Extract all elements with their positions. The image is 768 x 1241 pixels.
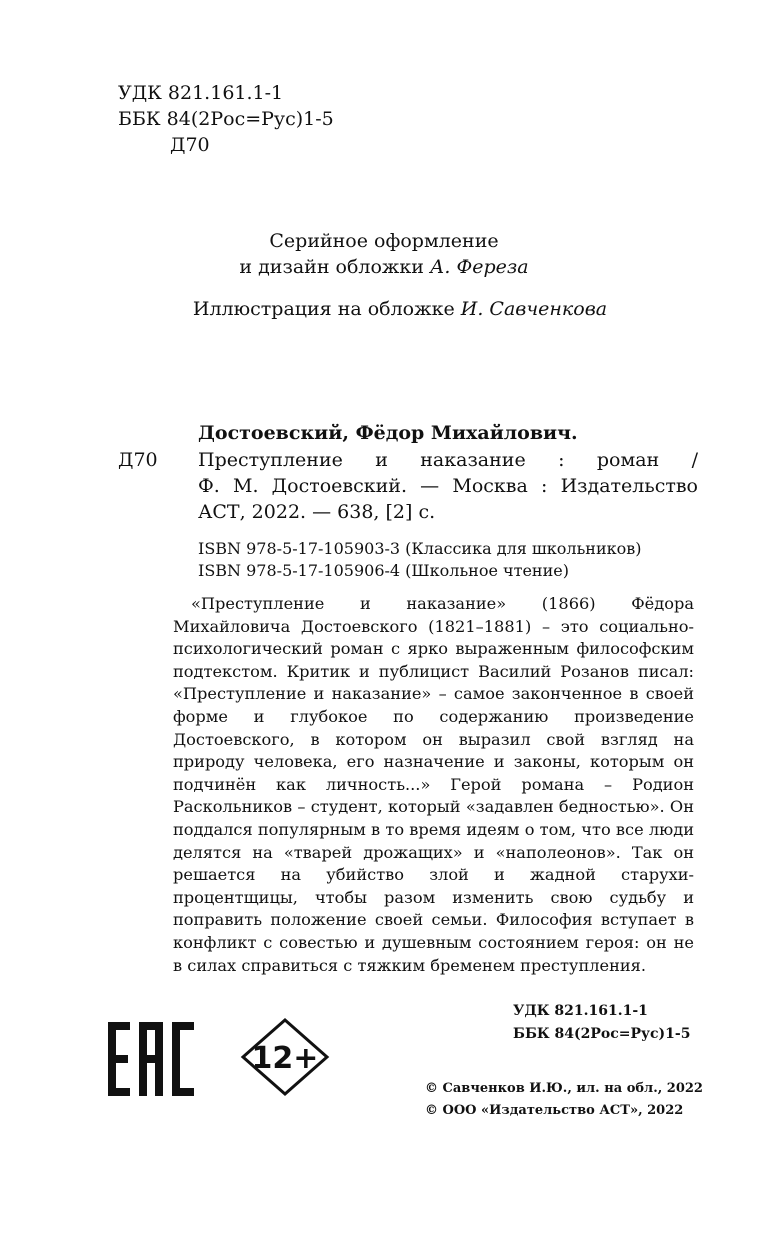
age-rating-badge [240,1017,330,1097]
title-line: Преступление и наказание : роман / [198,449,698,471]
bibliographic-entry [118,420,698,525]
annotation [173,593,694,977]
bibliographic-row [118,447,698,525]
copyright-line: © Савченков И.Ю., ил. на обл., 2022 [425,1081,703,1096]
bbk-code: ББК 84(2Рос=Рус)1-5 [118,108,334,130]
title-line: АСТ, 2022. — 638, [2] с. [198,501,436,523]
author-code: Д70 [170,134,210,156]
designer-name: А. Фереза [429,256,529,278]
top-classification [118,82,334,160]
isbn-line: ISBN 978-5-17-105906-4 (Школьное чтение) [198,561,569,580]
series-credit [0,228,768,280]
author-heading: Достоевский, Фёдор Михайлович. [198,422,578,444]
annotation-text: «Преступление и наказание» (1866) Фёдора Михайловича Достоевского (1821–1881) – это социально-психологический роман с ярко выраженным философским подтекстом. Критик и публицист Василий Розанов писал: «Преступление и наказание» – самое законченное в своей форме и глубокое по содержанию произведение Достоевского, в котором он выразил свой взгляд на природу человека, его назначение и законы, которым он подчинён как личность...» Герой романа – Родион Раскольников – студент, который «задавлен бедностью». Он поддался популярным в то время идеям о том, что все люди делятся на «тварей дрожащих» и «наполеонов». Так он решается на убийство злой и жадной старухи-процентщицы, чтобы разом изменить свою судьбу и поправить положение своей семьи. Философия вступает в конфликт с совестью и душевным состоянием героя: он не в силах справиться с тяжким бременем преступления. [173,594,694,975]
title-line: Ф. М. Достоевский. — Москва : Издательство [198,475,698,497]
illustrator-name: И. Савченкова [460,298,608,320]
copyright-line: © ООО «Издательство АСТ», 2022 [425,1103,684,1118]
udk-code: УДК 821.161.1-1 [118,82,284,104]
illustration-credit: Иллюстрация на обложке И. Савченкова [192,298,608,320]
bbk-code: ББК 84(2Рос=Рус)1-5 [513,1026,691,1042]
entry-code: Д70 [118,449,158,471]
series-credit-line2: и дизайн обложки А. Фереза [239,256,529,278]
copyright-block [425,1078,703,1122]
isbn-line: ISBN 978-5-17-105903-3 (Классика для школьников) [198,539,642,558]
bibliographic-description [198,447,698,525]
eac-mark-icon [108,1022,194,1096]
age-rating-label: 12+ [251,1041,319,1076]
isbn-block [198,538,642,582]
series-credit-line1: Серийное оформление [269,230,499,252]
udk-code: УДК 821.161.1-1 [513,1003,648,1019]
bottom-classification [513,1000,690,1046]
